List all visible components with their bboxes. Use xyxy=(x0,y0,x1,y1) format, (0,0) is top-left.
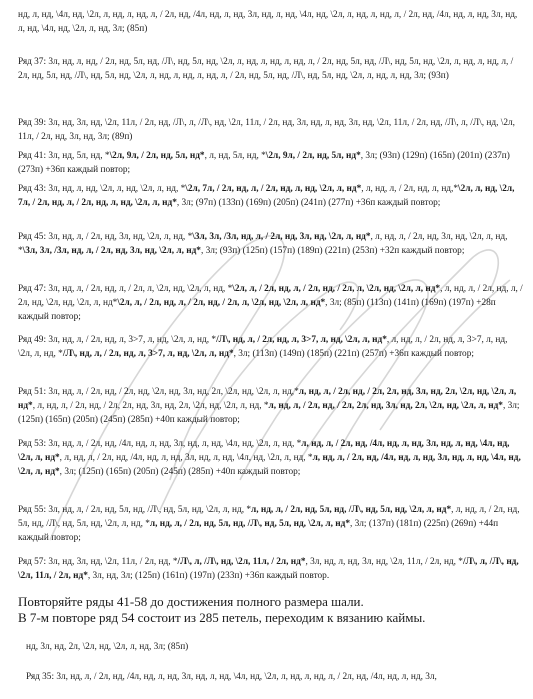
row-43 xyxy=(18,182,523,210)
row-text-bold: /Л\, нд, л, / 2л, нд, л, 3>7, л, нд, \2л, л, нд* xyxy=(216,335,387,345)
row-text-bold: \2л, л, / 2л, нд, л, / 2л, нд, / 2л, л, \2л, нд, \2л, л, нд* xyxy=(232,284,441,294)
row-text: , 3л, нд, 3л; (125п) (161п) (197п) (233п) +36п каждый повтор. xyxy=(87,571,330,581)
row-text: , 3л, нд, л, нд, 3л, нд, \2л, 11л, / 2л, нд, * xyxy=(305,557,463,567)
row-text: Ряд 57: 3л, нд, 3л, нд, \2л, 11л, / 2л, нд, * xyxy=(18,557,178,567)
row-text-bold: л, нд, л, / 2л, нд, /4л, нд, л, нд, 3л, нд, л, нд, \4л, нд, \2л, л, нд* xyxy=(18,439,510,463)
row-text: , л, нд, л, / 2л, нд, л, 3>7, л, нд, \2л, л, нд, * xyxy=(18,335,508,359)
row-text: , л, нд, л, / 2л, нд, / 2л, 2л, нд, 3л, нд, 2л, \2л, нд, \2л, л, нд, * xyxy=(32,401,269,411)
row-text: , 3л; (125п) (165п) (205п) (245п) (285п) +40п каждый повтор; xyxy=(59,467,301,477)
row-text: , л, нд, л, / 2л, нд, 3л, нд, \2л, л, нд, * xyxy=(18,232,508,256)
row-text: Ряд 51: 3л, нд, л, / 2л, нд, / 2л, нд, \2л, нд, 3л, нд, 2л, \2л, нд, \2л, л, нд,* xyxy=(18,387,299,397)
row-text: , л, нд, л, / 2л, нд, л, / 2л, нд, \2л, нд, \2л, л, нд* xyxy=(18,284,523,308)
row-text: , л, нд, 5л, нд, * xyxy=(204,151,266,161)
note-line: В 7-м повторе ряд 54 состоит из 285 петель, переходим к вязанию каймы. xyxy=(18,610,426,625)
row-text-bold: л, нд, л, / 2л, нд, / 2л, 2л, нд, 3л, нд, 2л, \2л, нд, \2л, л, нд* xyxy=(268,401,503,411)
row-text: Ряд 35: 3л, нд, л, / 2л, нд, /4л, нд, л, нд, 3л, нд, л, нд, \4л, нд, \2л, л, нд, л, нд, л, / 2л, нд, /4л, нд, л, нд, 3л, xyxy=(26,672,437,682)
row-text: Ряд 47: 3л, нд, л, / 2л, нд, л, / 2л, л, \2л, нд, \2л, л, нд, * xyxy=(18,284,233,294)
row-text-bold: /Л\, л, /Л\, нд, \2л, 11л, / 2л, нд* xyxy=(18,557,519,581)
row-text-bold: л, нд, л, / 2л, нд, 5л, нд, /Л\, нд, 5л, нд, \2л, л, нд* xyxy=(149,519,350,529)
row-text-bold: л, нд, л, / 2л, нд, 5л, нд, /Л\, нд, 5л, нд, \2л, л, нд* xyxy=(251,505,452,515)
row-text: , 3л; (93п) (129п) (165п) (201п) (237п) (273п) +36п каждый повтор; xyxy=(18,151,510,175)
row-45 xyxy=(18,230,523,258)
row-53 xyxy=(18,437,523,479)
row-text-bold: \2л, л, / 2л, нд, л, / 2л, нд, / 2л, л, \2л, нд, \2л, л, нд* xyxy=(117,298,326,308)
row-text: нд, 3л, нд, 2л, \2л, нд, \2л, л, нд, 3л; (85п) xyxy=(26,642,189,652)
row-text: Ряд 49: 3л, нд, л, / 2л, нд, л, 3>7, л, нд, \2л, л, нд, * xyxy=(18,335,217,345)
row-text: Ряд 45: 3л, нд, л, / 2л, нд, 3л, нд, \2л, л, нд, * xyxy=(18,232,193,242)
row-text-bold: \2л, 9л, / 2л, нд, 5л, нд* xyxy=(109,151,205,161)
row-text: , 3л; (137п) (181п) (225п) (269п) +44п каждый повтор; xyxy=(18,519,499,543)
row-text-bold: \3л, 3л, /3л, нд, л, / 2л, нд, 3л, нд, \2л, л, нд* xyxy=(192,232,371,242)
row-35 xyxy=(26,670,526,684)
row-text: Ряд 43: 3л, нд, л, нд, \2л, л, нд, \2л, л, нд, * xyxy=(18,184,186,194)
row-text: Ряд 55: 3л, нд, л, / 2л, нд, 5л, нд, /Л\, нд, 5л, нд, \2л, л, нд, * xyxy=(18,505,251,515)
row-37 xyxy=(18,55,523,83)
row-text: , 3л; (85п) (113п) (141п) (169п) (197п) +28п каждый повтор; xyxy=(18,298,496,322)
row-text: Ряд 37: 3л, нд, л, нд, / 2л, нд, 5л, нд, /Л\, нд, 5л, нд, \2л, л, нд, л, нд, л, нд, л, / 2л, нд, 5л, нд, /Л\, нд, 5л, нд, \2л, л, нд, л, нд, л, / 2л, нд, 5л, нд, /Л\, нд, 5л, нд, \2л, л, нд, л, нд, л, нд, л, / 2л, нд, 5л, нд, /Л\, нд, 5л, нд, \2л, л, нд, л, нд, 3л; (93п) xyxy=(18,57,514,81)
row-text: , 3л; (125п) (165п) (205п) (245п) (285п) +40п каждый повтор; xyxy=(18,401,520,425)
row-47 xyxy=(18,282,523,324)
note-line: Повторяйте ряды 41-58 до достижения полного размера шали. xyxy=(18,594,364,609)
row-text-bold: /Л\, нд, л, / 2л, нд, л, 3>7, л, нд, \2л, л, нд* xyxy=(62,349,234,359)
row-text-bold: \2л, л, нд, \2л, 7л, / 2л, нд, л, / 2л, нд, л, нд, \2л, л, нд* xyxy=(18,184,515,208)
repeat-note xyxy=(18,594,523,626)
row-49 xyxy=(18,333,523,361)
row-text: , 3л; (97п) (133п) (169п) (205п) (241п) (277п) +36п каждый повтор; xyxy=(176,198,441,208)
row-51 xyxy=(18,385,523,427)
row-55 xyxy=(18,503,523,545)
tail-line xyxy=(26,640,531,654)
row-text-bold: \2л, 9л, / 2л, нд, 5л, нд* xyxy=(265,151,361,161)
row-57 xyxy=(18,555,523,583)
row-text: , 3л; (113п) (149п) (185п) (221п) (257п) +36п каждый повтор; xyxy=(233,349,474,359)
row-text-bold: \2л, 7л, / 2л, нд, л, / 2л, нд, л, нд, \2л, л, нд* xyxy=(185,184,362,194)
row-35-continued xyxy=(18,8,523,36)
row-text: нд, л, нд, \4л, нд, \2л, л, нд, л, нд, л, / 2л, нд, /4л, нд, л, нд, 3л, нд, л, нд, \4л, нд, \2л, л, нд, л, нд, л, / 2л, нд, /4л, нд, л, нд, 3л, нд, л, нд, \4л, нд, \2л, л, нд, 3л; (85п) xyxy=(18,10,518,34)
row-text-bold: \3л, 3л, /3л, нд, л, / 2л, нд, 3л, нд, \2л, л, нд* xyxy=(22,246,201,256)
row-text: , л, нд, л, / 2л, нд, л, нд,* xyxy=(361,184,458,194)
row-text-bold: л, нд, л, / 2л, нд, / 2л, 2л, нд, 3л, нд, 2л, \2л, нд, \2л, л, нд* xyxy=(18,387,517,411)
row-text: Ряд 53: 3л, нд, л, / 2л, нд, /4л, нд, л, нд, 3л, нд, л, нд, \4л, нд, \2л, л, нд, * xyxy=(18,439,302,449)
row-text: , л, нд, л, / 2л, нд, /4л, нд, л, нд, 3л, нд, л, нд, \4л, нд, \2л, л, нд, * xyxy=(59,453,313,463)
row-41 xyxy=(18,149,523,177)
row-text-bold: /Л\, л, /Л\, нд, \2л, 11л, / 2л, нд* xyxy=(177,557,306,567)
row-text-bold: л, нд, л, / 2л, нд, /4л, нд, л, нд, 3л, нд, л, нд, \4л, нд, \2л, л, нд* xyxy=(18,453,521,477)
row-text: , л, нд, л, / 2л, нд, 5л, нд, /Л\, нд, 5л, нд, \2л, л, нд, * xyxy=(18,505,520,529)
row-text: Ряд 41: 3л, нд, 5л, нд, * xyxy=(18,151,110,161)
row-39 xyxy=(18,116,523,144)
row-text: Ряд 39: 3л, нд, 3л, нд, \2л, 11л, / 2л, нд, /Л\, л, /Л\, нд, \2л, 11л, / 2л, нд, 3л, нд, л, нд, 3л, нд, \2л, 11л, / 2л, нд, /Л\, л, /Л\, нд, \2л, 11л, / 2л, нд, 3л, нд, 3л; (89п) xyxy=(18,118,515,142)
row-text: , 3л; (93п) (125п) (157п) (189п) (221п) (253п) +32п каждый повтор; xyxy=(200,246,465,256)
